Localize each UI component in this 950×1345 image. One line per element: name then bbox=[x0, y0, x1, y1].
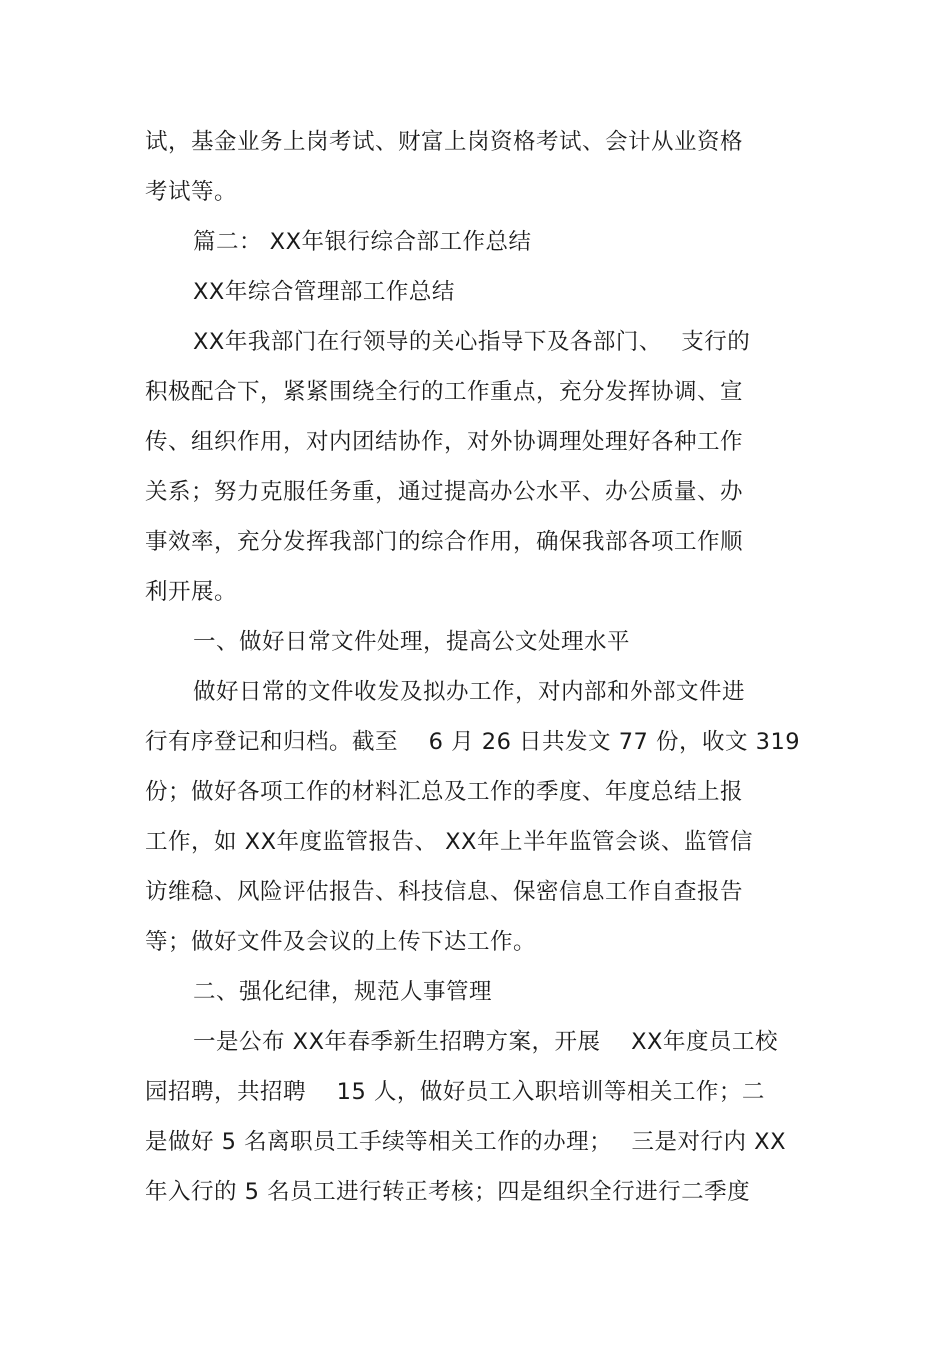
text-line: 是做好 5 名离职员工手续等相关工作的办理； 三是对行内 XX bbox=[145, 1129, 787, 1155]
text-line: XX年我部门在行领导的关心指导下及各部门、 支行的 bbox=[193, 329, 751, 355]
section-heading: 篇二： XX年银行综合部工作总结 bbox=[193, 229, 532, 255]
text-line: 积极配合下，紧紧围绕全行的工作重点，充分发挥协调、宣 bbox=[145, 379, 744, 405]
text-line: 传、组织作用，对内团结协作，对外协调理处理好各种工作 bbox=[145, 429, 744, 455]
text-line: 试，基金业务上岗考试、财富上岗资格考试、会计从业资格 bbox=[145, 129, 744, 155]
text-line: 利开展。 bbox=[145, 579, 238, 605]
text-line: 做好日常的文件收发及拟办工作，对内部和外部文件进 bbox=[193, 679, 746, 705]
text-line: 份；做好各项工作的材料汇总及工作的季度、年度总结上报 bbox=[145, 779, 744, 805]
text-line: 考试等。 bbox=[145, 179, 238, 205]
text-line: 园招聘，共招聘 15 人，做好员工入职培训等相关工作；二 bbox=[145, 1079, 765, 1105]
text-line: 年入行的 5 名员工进行转正考核；四是组织全行进行二季度 bbox=[145, 1179, 751, 1205]
text-line: 关系；努力克服任务重，通过提高办公水平、办公质量、办 bbox=[145, 479, 744, 505]
text-line: 一是公布 XX年春季新生招聘方案，开展 XX年度员工校 bbox=[193, 1029, 778, 1055]
text-line: 访维稳、风险评估报告、科技信息、保密信息工作自查报告 bbox=[145, 879, 744, 905]
text-line: 事效率，充分发挥我部门的综合作用，确保我部各项工作顺 bbox=[145, 529, 744, 555]
text-line: 工作，如 XX年度监管报告、 XX年上半年监管会谈、监管信 bbox=[145, 829, 753, 855]
section-heading: 一、做好日常文件处理，提高公文处理水平 bbox=[193, 629, 631, 655]
section-heading: 二、强化纪律，规范人事管理 bbox=[193, 979, 493, 1005]
text-line: 等；做好文件及会议的上传下达工作。 bbox=[145, 929, 537, 955]
text-line: 行有序登记和归档。截至 6 月 26 日共发文 77 份，收文 319 bbox=[145, 729, 801, 755]
document-title: XX年综合管理部工作总结 bbox=[193, 279, 455, 305]
